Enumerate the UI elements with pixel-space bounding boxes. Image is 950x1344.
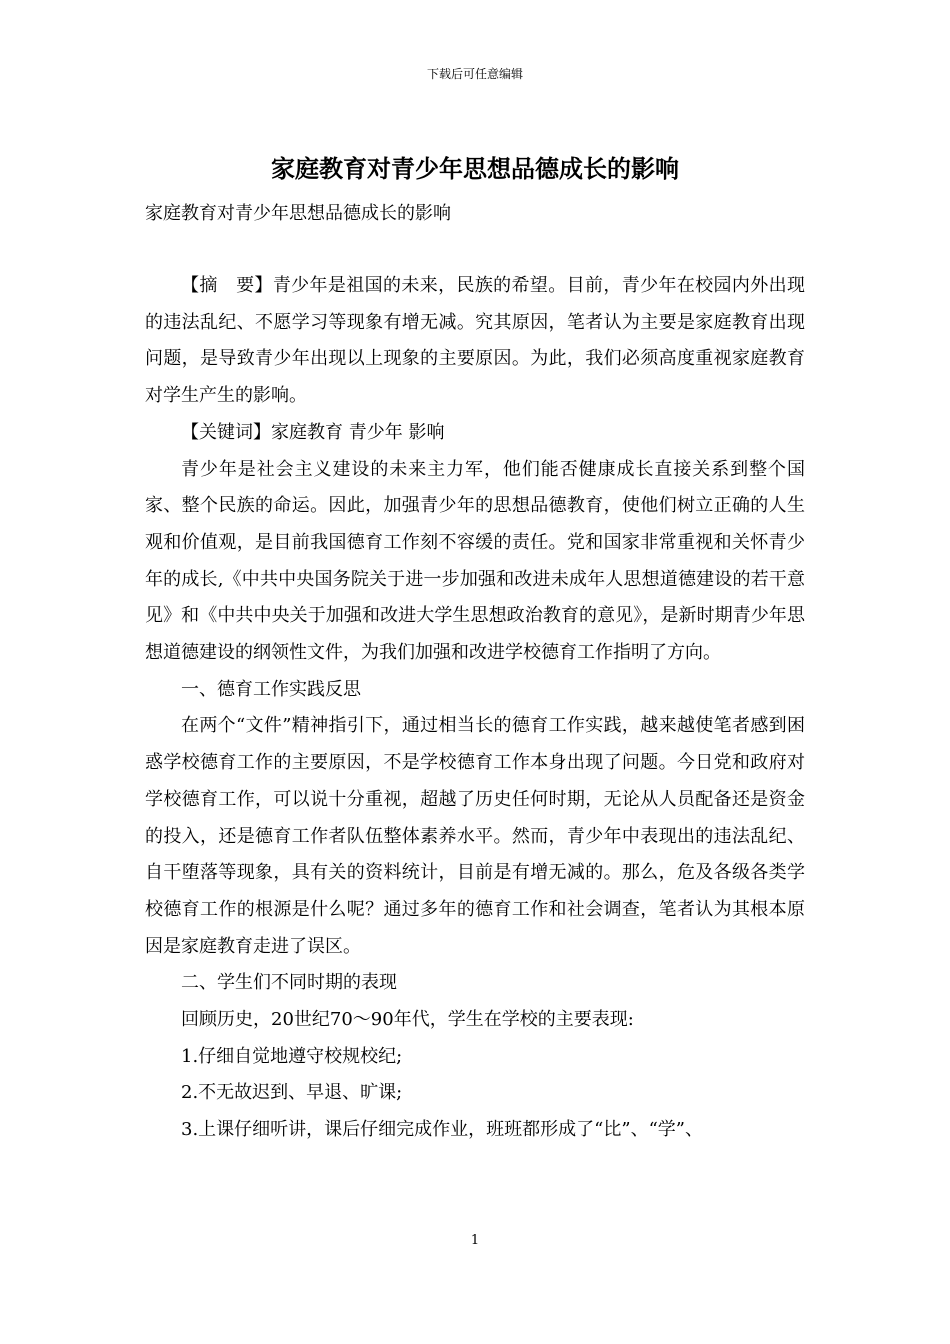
section-heading-1: 一、德育工作实践反思 — [181, 678, 361, 700]
list-item-1: 1.仔细自觉地遵守校规校纪; — [181, 1045, 403, 1067]
list-item-2: 2.不无故迟到、早退、旷课; — [181, 1082, 403, 1104]
section-1-paragraph: 在两个“文件”精神指引下，通过相当长的德育工作实践，越来越使笔者感到困惑学校德育工作的主要原因，不是学校德育工作本身出现了问题。今日党和政府对学校德育工作，可以说十分重视，超越了历史任何时期，无论从人员配备还是资金的投入，还是德育工作者队伍整体素养水平。然而，青少年中表现出的违法乱纪、自干堕落等现象，具有关的资料统计，目前是有增无减的。那么，危及各级各类学校德育工作的根源是什么呢？通过多年的德育工作和社会调查，笔者认为其根本原因是家庭教育走进了误区。 — [145, 715, 805, 957]
intro-paragraph: 青少年是社会主义建设的未来主力军，他们能否健康成长直接关系到整个国家、整个民族的命运。因此，加强青少年的思想品德教育，使他们树立正确的人生观和价值观，是目前我国德育工作刻不容缓的责任。党和国家非常重视和关怀青少年的成长,《中共中央国务院关于进一步加强和改进未成年人思想道德建设的若干意见》和《中共中央关于加强和改进大学生思想政治教育的意见》，是新时期青少年思想道德建设的纲领性文件，为我们加强和改进学校德育工作指明了方向。 — [145, 458, 805, 664]
document-subtitle: 家庭教育对青少年思想品德成长的影响 — [145, 203, 451, 224]
list-item-3: 3.上课仔细听讲，课后仔细完成作业，班班都形成了“比”、“学”、 — [181, 1119, 703, 1141]
section-heading-2: 二、学生们不同时期的表现 — [181, 972, 397, 994]
keywords-paragraph: 【关键词】家庭教育 青少年 影响 — [181, 421, 445, 443]
page-number: 1 — [470, 1233, 480, 1248]
document-body — [145, 268, 805, 1149]
header-note: 下载后可任意编辑 — [426, 67, 523, 81]
abstract-paragraph: 【摘 要】青少年是祖国的未来，民族的希望。目前，青少年在校园内外出现的违法乱纪、不愿学习等现象有增无减。究其原因，笔者认为主要是家庭教育出现问题，是导致青少年出现以上现象的主要原因。为此，我们必须高度重视家庭教育对学生产生的影响。 — [145, 275, 805, 407]
document-title: 家庭教育对青少年思想品德成长的影响 — [271, 154, 679, 183]
section-2-paragraph: 回顾历史，20世纪70～90年代，学生在学校的主要表现: — [181, 1009, 634, 1031]
